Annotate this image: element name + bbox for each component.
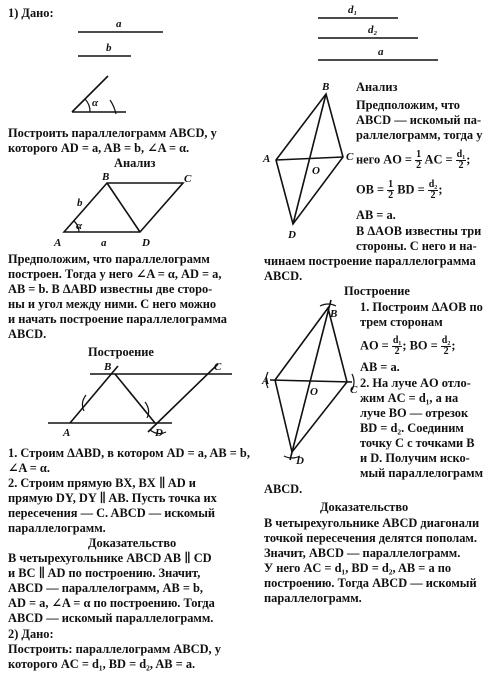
text-line: 1. Строим ΔABD, в котором AD = a, AB = b, [8,446,250,460]
given-segment-b [78,42,131,56]
formula-text: BD = [394,182,428,197]
label-D: D [296,455,304,467]
label-A: A [54,237,62,249]
proof-title-right: Доказательство [320,500,409,514]
task-line-1: Построить параллелограмм ABCD, у [8,126,217,140]
label-alpha: α [76,220,83,232]
formula-ob: OB = $\frac{1}{2}$ BD = $\frac{\text{d₂}}{2}$ ; [356,179,443,201]
text-line: жим AC = d₁, а на [360,391,459,405]
text-line: В ΔAOB известны три [356,224,482,238]
text-line: ABCD. [8,327,47,341]
fraction-d1-half: $\frac{\text{d₁}}{2}$ [456,149,466,171]
proof-title-left: Доказательство [88,536,177,550]
formula-ao-bo: AO = $\frac{\text{d₁}}{2}$ ; BO = $\frac{\text{d₂}}{2}$ ; [360,335,456,357]
construction-diagonals-figure [261,300,358,467]
text-line: ∠A = α. [8,461,50,475]
formula-ab-2: AB = a. [360,360,400,374]
label-C: C [350,384,358,396]
label-side-a: a [101,237,107,249]
text-line: луче BO — отрезок [360,406,469,420]
label-b: b [106,42,112,54]
text-line: Предположим, что [356,98,461,112]
label-C: C [184,173,192,185]
formula-text: него AO = [356,152,416,167]
text-line: В четырехугольнике ABCD диагонали [264,516,480,530]
label-A: A [263,153,271,165]
fraction-d2-half: $\frac{\text{d₂}}{2}$ [428,179,438,201]
given-segment-a [78,18,163,32]
label-D: D [142,237,150,249]
fraction-half: $\frac{1}{2}$ [416,149,422,171]
construction-parallelogram [48,361,232,439]
text-line: точкой пересечения делятся пополам. [264,531,477,545]
text-line: AD = a, ∠A = α по построению. Тогда [8,596,215,610]
formula-text: OB = [356,182,388,197]
label-O: O [310,386,318,398]
text-line: параллелограмм. [8,521,106,535]
text-line: 2. На луче AO отло- [360,376,471,390]
fraction-d2-half: $\frac{\text{d₂}}{2}$ [441,335,451,357]
text-line: AB = b. В ΔABD известны две сторо- [8,282,213,296]
text-line: Значит, ABCD — параллелограмм. [264,546,461,560]
task-line-2: которого AD = a, AB = b, ∠A = α. [8,141,190,155]
text-line: трем сторонам [360,315,443,329]
construction-title-right: Построение [344,284,410,298]
formula-ab: AB = a. [356,208,396,222]
text-line: и BC ∥ AD по построению. Значит, [8,566,201,580]
text-line: и начать построение параллелограмма [8,312,227,326]
text-line: построен. Тогда у него ∠A = α, AD = a, [8,267,222,281]
text-line: ABCD. [264,269,303,283]
label-a: a [116,18,122,30]
text-line: и D. Получим иско- [360,451,470,465]
analysis-title-right: Анализ [356,80,398,94]
formula-text: AO = [360,338,392,353]
label-B: B [102,171,110,183]
label-A: A [262,375,270,387]
text-line: прямую DY, DY ∥ AB. Пусть точка их [8,491,217,505]
label-d1: d₁ [348,4,358,16]
label-D: D [155,427,163,439]
label-alpha: α [92,97,99,109]
label-A: A [63,427,71,439]
fraction-half: $\frac{1}{2}$ [388,179,394,201]
text-line: ны и угол между ними. С него можно [8,297,217,311]
text-line: пересечения — C. ABCD — искомый [8,506,216,520]
given-segment-a-right [318,46,438,60]
task2-line-1: Построить: параллелограмм ABCD, у [8,642,221,656]
text-line: 1. Построим ΔAOB по [360,300,483,314]
text-line: построению. Тогда ABCD — искомый [264,576,477,590]
label-D: D [288,229,296,241]
label-d2: d₂ [368,24,378,36]
text-line: чинаем построение параллелограмма [264,254,476,268]
given-heading-1: 1) Дано: [8,6,54,20]
text-line: BD = d₂. Соединим [360,421,464,435]
formula-text: AC = [422,152,456,167]
given-angle-alpha [72,76,126,114]
construction-end: ABCD. [264,482,303,496]
text-line: В четырехугольнике ABCD AB ∥ CD [8,551,212,565]
label-C: C [214,361,222,373]
label-side-b: b [77,197,83,209]
label-B: B [322,81,330,93]
label-O: O [312,165,320,177]
analysis-parallelogram [53,171,192,249]
task2-line-2: которого AC = d₁, BD = d₂, AB = a. [8,657,196,671]
text-line: мый параллелограмм [360,466,484,480]
text-line: У него AC = d₁, BD = d₂, AB = a по [264,561,452,575]
formula-text: ; BO = [402,338,441,353]
text-line: ABCD — параллелограмм, AB = b, [8,581,204,595]
construction-title-left: Построение [88,345,154,359]
label-B: B [330,308,338,320]
label-a: a [378,46,384,58]
analysis-diagonals-figure [262,81,354,241]
text-line: ABCD — искомый па- [356,113,482,127]
formula-ao: него AO = $\frac{1}{2}$ AC = $\frac{\text{d₁}}{2}$ ; [356,149,471,171]
text-line: раллелограмм, тогда у [356,128,483,142]
text-line: ABCD — искомый параллелограмм. [8,611,214,625]
text-line: Предположим, что параллелограмм [8,252,210,266]
given-heading-2: 2) Дано: [8,627,54,641]
label-C: C [346,151,354,163]
given-segment-d1 [318,4,398,18]
text-line: параллелограмм. [264,591,362,605]
fraction-d1-half: $\frac{\text{d₁}}{2}$ [392,335,402,357]
text-line: 2. Строим прямую BX, BX ∥ AD и [8,476,196,490]
label-B: B [104,361,112,373]
given-segment-d2 [318,24,418,38]
text-line: точку C с точками B [360,436,475,450]
text-line: стороны. С него и на- [356,239,477,253]
analysis-title-left: Анализ [114,156,156,170]
